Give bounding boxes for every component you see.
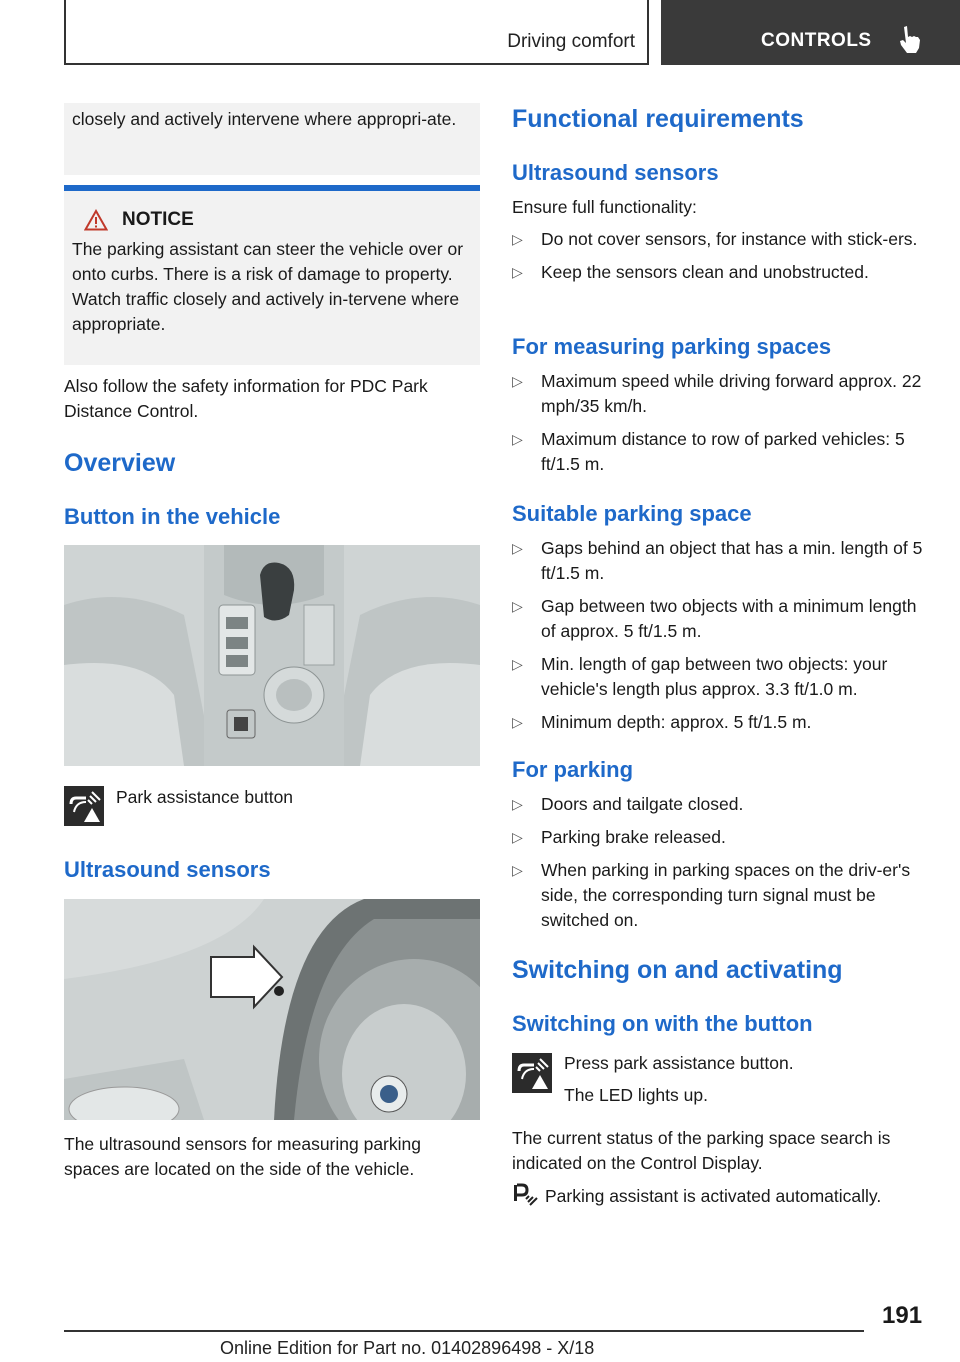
triangle-bullet-icon: ▷	[512, 829, 523, 845]
continued-text: closely and actively intervene where appropri‐ate.	[72, 109, 457, 129]
list-item: ▷ Keep the sensors clean and unobstructed.	[512, 260, 932, 285]
triangle-bullet-icon: ▷	[512, 264, 523, 280]
overview-heading: Overview	[64, 449, 176, 477]
list-item: ▷ Min. length of gap between two objects: your vehicle's length plus approx. 3.3 ft/1.0 m.	[512, 654, 888, 699]
triangle-bullet-icon: ▷	[512, 862, 523, 878]
footer-edition-text: Online Edition for Part no. 01402896498 - X/18	[220, 1338, 595, 1358]
triangle-bullet-icon: ▷	[512, 373, 523, 389]
list-item: ▷ Parking brake released.	[512, 825, 932, 850]
ultrasound-location-text: The ultrasound sensors for measuring parking spaces are located on the side of the vehicle.	[64, 1134, 421, 1179]
parking-requirements-list	[512, 792, 932, 941]
parking-assistant-auto-icon	[512, 1183, 538, 1207]
list-item: ▷ When parking in parking spaces on the driv‐er's side, the corresponding turn signal must be switched on.	[512, 860, 911, 930]
led-lights-text: The LED lights up.	[564, 1085, 708, 1105]
measuring-requirements-list	[512, 369, 932, 485]
switching-on-heading: Switching on and activating	[512, 956, 843, 984]
press-button-text: Press park assistance button.	[564, 1053, 794, 1073]
park-assist-icon	[64, 786, 104, 826]
auto-activation-text: Parking assistant is activated automatically.	[545, 1186, 882, 1206]
notice-box	[64, 185, 480, 365]
suitable-space-list	[512, 536, 932, 743]
ensure-functionality-text: Ensure full functionality:	[512, 197, 697, 217]
status-display-text: The current status of the parking space search is indicated on the Control Display.	[512, 1128, 891, 1173]
ultrasound-sensors-heading-right: Ultrasound sensors	[512, 160, 719, 185]
triangle-bullet-icon: ▷	[512, 540, 523, 556]
list-item: ▷ Minimum depth: approx. 5 ft/1.5 m.	[512, 710, 932, 735]
functional-requirements-heading: Functional requirements	[512, 105, 804, 133]
switching-on-button-heading: Switching on with the button	[512, 1011, 813, 1036]
suitable-space-heading: Suitable parking space	[512, 501, 752, 526]
list-item: ▷ Gaps behind an object that has a min. length of 5 ft/1.5 m.	[512, 538, 923, 583]
safety-info-text: Also follow the safety information for PDC Park Distance Control.	[64, 376, 428, 421]
ultrasound-sensors-heading-left: Ultrasound sensors	[64, 857, 271, 882]
notice-body: The parking assistant can steer the vehicle over or onto curbs. There is a risk of damage to property. Watch traffic closely and actively in‐tervene where appropriate.	[72, 239, 464, 334]
notice-title: NOTICE	[122, 209, 194, 230]
triangle-bullet-icon: ▷	[512, 796, 523, 812]
list-item: ▷ Doors and tailgate closed.	[512, 792, 932, 817]
notice-heading	[72, 209, 472, 231]
triangle-bullet-icon: ▷	[512, 431, 523, 447]
footer-divider	[64, 1330, 864, 1332]
triangle-bullet-icon: ▷	[512, 656, 523, 672]
for-parking-heading: For parking	[512, 757, 634, 782]
triangle-bullet-icon: ▷	[512, 598, 523, 614]
warning-triangle-icon	[84, 209, 108, 231]
ultrasound-requirements-list	[512, 227, 932, 293]
triangle-bullet-icon: ▷	[512, 714, 523, 730]
park-assist-caption: Park assistance button	[116, 787, 294, 807]
triangle-bullet-icon: ▷	[512, 231, 523, 247]
header-section-box	[64, 0, 649, 65]
measuring-spaces-heading: For measuring parking spaces	[512, 334, 832, 359]
ultrasound-sensor-photo	[64, 899, 480, 1120]
page-number: 191	[882, 1302, 923, 1329]
header-section-title: Driving comfort	[507, 31, 635, 52]
list-item: ▷ Do not cover sensors, for instance with stick‐ers.	[512, 227, 932, 252]
center-console-photo	[64, 545, 480, 766]
list-item: ▷ Maximum speed while driving forward approx. 22 mph/35 km/h.	[512, 371, 922, 416]
header-chapter-tab[interactable]	[661, 0, 960, 65]
list-item: ▷ Gap between two objects with a minimum length of approx. 5 ft/1.5 m.	[512, 596, 917, 641]
header-chapter-label: CONTROLS	[761, 30, 872, 51]
pointing-hand-icon	[895, 24, 925, 54]
park-assist-button-icon	[512, 1053, 552, 1093]
button-in-vehicle-heading: Button in the vehicle	[64, 504, 281, 529]
continued-text-box	[64, 103, 480, 175]
list-item: ▷ Maximum distance to row of parked vehicles: 5 ft/1.5 m.	[512, 429, 905, 474]
